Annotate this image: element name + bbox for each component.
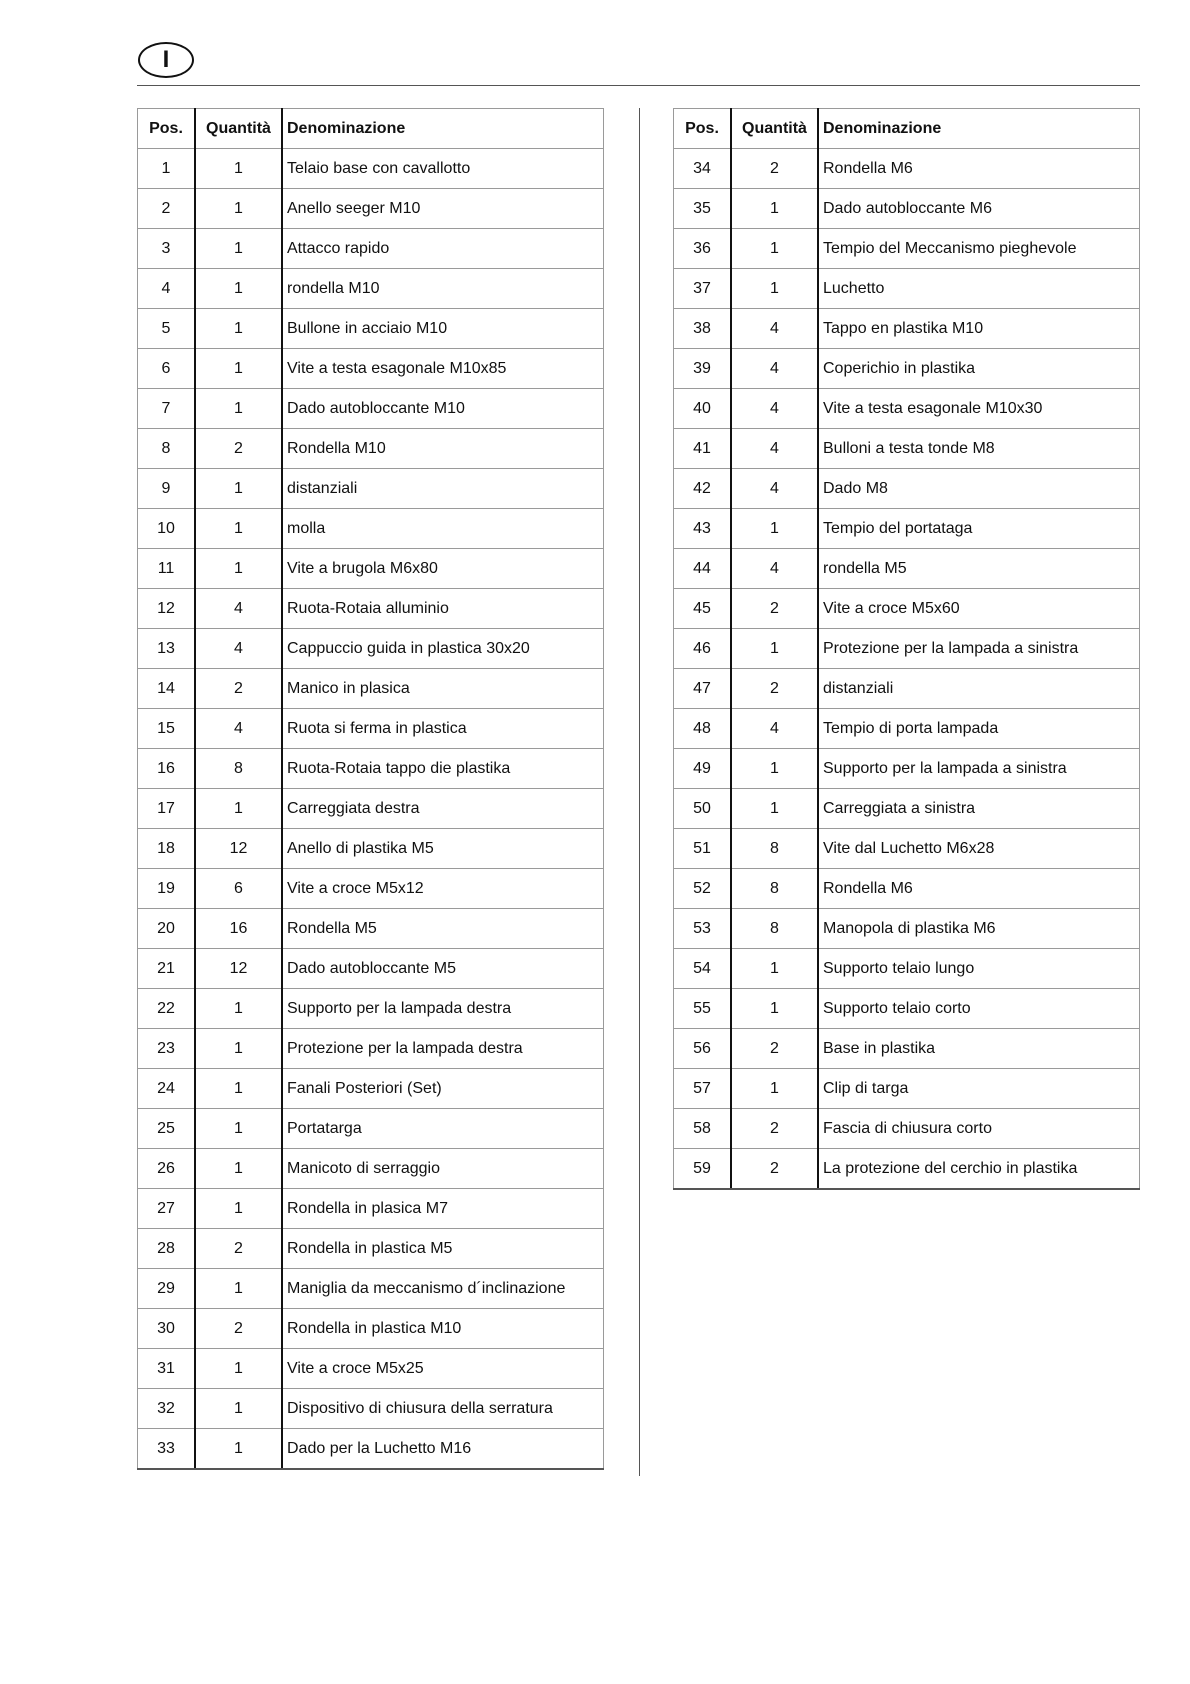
part-pos: 22 (138, 989, 196, 1029)
part-name: Ruota si ferma in plastica (282, 709, 604, 749)
part-name: Luchetto (818, 269, 1140, 309)
part-pos: 54 (674, 949, 732, 989)
part-name: Clip di targa (818, 1069, 1140, 1109)
table-row (138, 189, 604, 229)
part-quantity: 1 (195, 309, 282, 349)
part-name: Dado autobloccante M6 (818, 189, 1140, 229)
part-quantity: 1 (195, 189, 282, 229)
part-quantity: 6 (195, 869, 282, 909)
part-quantity: 12 (195, 949, 282, 989)
part-quantity: 1 (195, 1349, 282, 1389)
header-name: Denominazione (818, 109, 1140, 149)
part-pos: 53 (674, 909, 732, 949)
part-name: Fascia di chiusura corto (818, 1109, 1140, 1149)
header-pos: Pos. (674, 109, 732, 149)
header-pos: Pos. (138, 109, 196, 149)
table-row (138, 149, 604, 189)
part-quantity: 2 (195, 1229, 282, 1269)
part-pos: 40 (674, 389, 732, 429)
part-name: Rondella M6 (818, 149, 1140, 189)
part-pos: 19 (138, 869, 196, 909)
parts-table-right (673, 108, 1140, 1190)
table-row (674, 709, 1140, 749)
part-quantity: 1 (731, 1069, 818, 1109)
header-quantity: Quantità (195, 109, 282, 149)
part-pos: 43 (674, 509, 732, 549)
part-quantity: 1 (731, 749, 818, 789)
table-row (674, 189, 1140, 229)
part-pos: 32 (138, 1389, 196, 1429)
part-quantity: 8 (731, 829, 818, 869)
part-pos: 25 (138, 1109, 196, 1149)
table-row (138, 669, 604, 709)
part-name: Ruota-Rotaia tappo die plastika (282, 749, 604, 789)
table-row (674, 269, 1140, 309)
part-name: Manico in plasica (282, 669, 604, 709)
table-row (138, 589, 604, 629)
table-row (138, 1349, 604, 1389)
table-row (138, 789, 604, 829)
part-pos: 4 (138, 269, 196, 309)
table-row (138, 1109, 604, 1149)
part-pos: 15 (138, 709, 196, 749)
table-row (674, 909, 1140, 949)
table-row (674, 789, 1140, 829)
part-name: Tempio di porta lampada (818, 709, 1140, 749)
part-pos: 57 (674, 1069, 732, 1109)
table-row (138, 1389, 604, 1429)
part-name: Ruota-Rotaia alluminio (282, 589, 604, 629)
part-pos: 20 (138, 909, 196, 949)
part-quantity: 2 (731, 149, 818, 189)
part-name: Portatarga (282, 1109, 604, 1149)
part-pos: 31 (138, 1349, 196, 1389)
part-quantity: 1 (195, 1029, 282, 1069)
header-name: Denominazione (282, 109, 604, 149)
part-pos: 26 (138, 1149, 196, 1189)
part-pos: 24 (138, 1069, 196, 1109)
table-row (674, 349, 1140, 389)
part-name: Telaio base con cavallotto (282, 149, 604, 189)
part-name: Vite a croce M5x60 (818, 589, 1140, 629)
part-name: Protezione per la lampada a sinistra (818, 629, 1140, 669)
part-pos: 37 (674, 269, 732, 309)
part-name: Tappo en plastika M10 (818, 309, 1140, 349)
part-quantity: 2 (195, 669, 282, 709)
part-name: Protezione per la lampada destra (282, 1029, 604, 1069)
part-name: Dado per la Luchetto M16 (282, 1429, 604, 1470)
table-row (138, 829, 604, 869)
part-quantity: 1 (731, 989, 818, 1029)
part-name: Rondella M5 (282, 909, 604, 949)
part-pos: 33 (138, 1429, 196, 1470)
part-pos: 52 (674, 869, 732, 909)
part-pos: 46 (674, 629, 732, 669)
part-name: rondella M5 (818, 549, 1140, 589)
part-quantity: 1 (195, 989, 282, 1029)
header-divider (137, 85, 1140, 86)
part-quantity: 1 (195, 469, 282, 509)
part-pos: 23 (138, 1029, 196, 1069)
part-name: Supporto telaio lungo (818, 949, 1140, 989)
table-row (674, 829, 1140, 869)
part-name: La protezione del cerchio in plastika (818, 1149, 1140, 1190)
part-pos: 30 (138, 1309, 196, 1349)
table-row (138, 869, 604, 909)
part-quantity: 2 (195, 1309, 282, 1349)
part-pos: 28 (138, 1229, 196, 1269)
language-badge: I (138, 42, 194, 78)
part-pos: 38 (674, 309, 732, 349)
part-name: distanziali (818, 669, 1140, 709)
part-name: Fanali Posteriori (Set) (282, 1069, 604, 1109)
part-pos: 5 (138, 309, 196, 349)
part-quantity: 1 (195, 549, 282, 589)
part-quantity: 8 (731, 909, 818, 949)
part-quantity: 1 (195, 269, 282, 309)
part-quantity: 4 (731, 389, 818, 429)
part-pos: 10 (138, 509, 196, 549)
table-row (674, 949, 1140, 989)
table-row (674, 1149, 1140, 1190)
part-name: Vite a testa esagonale M10x30 (818, 389, 1140, 429)
part-quantity: 4 (731, 429, 818, 469)
column-divider (639, 108, 640, 1476)
part-quantity: 4 (731, 349, 818, 389)
part-name: Dado autobloccante M10 (282, 389, 604, 429)
part-quantity: 1 (195, 229, 282, 269)
part-name: Supporto per la lampada a sinistra (818, 749, 1140, 789)
part-quantity: 1 (195, 349, 282, 389)
table-row (674, 549, 1140, 589)
part-pos: 59 (674, 1149, 732, 1190)
part-name: Cappuccio guida in plastica 30x20 (282, 629, 604, 669)
table-row (138, 429, 604, 469)
part-pos: 34 (674, 149, 732, 189)
part-quantity: 1 (731, 269, 818, 309)
part-name: Dado autobloccante M5 (282, 949, 604, 989)
table-row (674, 1069, 1140, 1109)
table-row (138, 1149, 604, 1189)
table-row (674, 309, 1140, 349)
table-row (674, 149, 1140, 189)
part-name: Dado M8 (818, 469, 1140, 509)
part-quantity: 1 (195, 149, 282, 189)
part-quantity: 1 (195, 1069, 282, 1109)
part-quantity: 16 (195, 909, 282, 949)
table-row (674, 869, 1140, 909)
part-pos: 44 (674, 549, 732, 589)
part-name: Rondella in plastica M10 (282, 1309, 604, 1349)
table-row (674, 1109, 1140, 1149)
table-row (138, 1269, 604, 1309)
part-pos: 49 (674, 749, 732, 789)
part-name: Tempio del portataga (818, 509, 1140, 549)
table-row (138, 1189, 604, 1229)
table-row (674, 749, 1140, 789)
part-quantity: 1 (195, 1189, 282, 1229)
part-pos: 41 (674, 429, 732, 469)
part-name: Vite a testa esagonale M10x85 (282, 349, 604, 389)
part-quantity: 4 (731, 309, 818, 349)
part-name: rondella M10 (282, 269, 604, 309)
part-pos: 42 (674, 469, 732, 509)
part-pos: 12 (138, 589, 196, 629)
part-quantity: 1 (195, 1109, 282, 1149)
part-name: Vite dal Luchetto M6x28 (818, 829, 1140, 869)
table-row (138, 949, 604, 989)
part-quantity: 8 (731, 869, 818, 909)
table-row (674, 429, 1140, 469)
part-name: distanziali (282, 469, 604, 509)
part-quantity: 4 (731, 549, 818, 589)
part-name: Attacco rapido (282, 229, 604, 269)
part-name: Dispositivo di chiusura della serratura (282, 1389, 604, 1429)
part-quantity: 4 (731, 709, 818, 749)
part-quantity: 2 (731, 589, 818, 629)
part-quantity: 1 (195, 789, 282, 829)
part-pos: 47 (674, 669, 732, 709)
table-header-row (138, 109, 604, 149)
part-quantity: 1 (731, 949, 818, 989)
part-pos: 1 (138, 149, 196, 189)
part-pos: 18 (138, 829, 196, 869)
table-row (674, 469, 1140, 509)
part-pos: 6 (138, 349, 196, 389)
table-row (138, 709, 604, 749)
part-name: Rondella in plastica M5 (282, 1229, 604, 1269)
parts-table-left (137, 108, 604, 1470)
table-row (138, 349, 604, 389)
table-row (674, 629, 1140, 669)
table-row (674, 669, 1140, 709)
part-pos: 7 (138, 389, 196, 429)
part-quantity: 1 (731, 509, 818, 549)
part-quantity: 2 (731, 1029, 818, 1069)
table-row (674, 1029, 1140, 1069)
table-row (138, 1429, 604, 1470)
table-row (138, 909, 604, 949)
table-row (138, 549, 604, 589)
part-quantity: 12 (195, 829, 282, 869)
part-name: Rondella M10 (282, 429, 604, 469)
part-pos: 56 (674, 1029, 732, 1069)
table-row (138, 309, 604, 349)
part-quantity: 1 (731, 229, 818, 269)
table-row (138, 469, 604, 509)
part-quantity: 1 (731, 629, 818, 669)
part-quantity: 1 (195, 389, 282, 429)
part-pos: 27 (138, 1189, 196, 1229)
part-name: Bullone in acciaio M10 (282, 309, 604, 349)
part-quantity: 2 (195, 429, 282, 469)
part-pos: 11 (138, 549, 196, 589)
part-pos: 13 (138, 629, 196, 669)
part-name: Rondella in plasica M7 (282, 1189, 604, 1229)
part-pos: 16 (138, 749, 196, 789)
part-pos: 17 (138, 789, 196, 829)
table-row (138, 509, 604, 549)
part-quantity: 4 (195, 709, 282, 749)
part-quantity: 1 (195, 509, 282, 549)
part-name: molla (282, 509, 604, 549)
part-quantity: 1 (195, 1149, 282, 1189)
part-pos: 35 (674, 189, 732, 229)
table-row (138, 1309, 604, 1349)
table-row (674, 389, 1140, 429)
table-row (138, 749, 604, 789)
part-pos: 58 (674, 1109, 732, 1149)
table-row (674, 589, 1140, 629)
part-name: Vite a croce M5x25 (282, 1349, 604, 1389)
part-pos: 55 (674, 989, 732, 1029)
table-row (138, 1229, 604, 1269)
part-name: Maniglia da meccanismo d´inclinazione (282, 1269, 604, 1309)
part-pos: 2 (138, 189, 196, 229)
part-name: Base in plastika (818, 1029, 1140, 1069)
part-quantity: 2 (731, 1109, 818, 1149)
part-quantity: 1 (195, 1389, 282, 1429)
header-quantity: Quantità (731, 109, 818, 149)
part-quantity: 1 (195, 1429, 282, 1470)
table-row (138, 1029, 604, 1069)
part-pos: 50 (674, 789, 732, 829)
part-name: Supporto telaio corto (818, 989, 1140, 1029)
part-name: Anello di plastika M5 (282, 829, 604, 869)
part-quantity: 4 (195, 589, 282, 629)
table-row (674, 229, 1140, 269)
table-row (674, 509, 1140, 549)
part-name: Rondella M6 (818, 869, 1140, 909)
part-pos: 45 (674, 589, 732, 629)
part-pos: 14 (138, 669, 196, 709)
part-name: Tempio del Meccanismo pieghevole (818, 229, 1140, 269)
part-quantity: 8 (195, 749, 282, 789)
table-row (138, 1069, 604, 1109)
part-name: Vite a croce M5x12 (282, 869, 604, 909)
table-row (674, 989, 1140, 1029)
table-row (138, 389, 604, 429)
part-pos: 39 (674, 349, 732, 389)
part-quantity: 4 (195, 629, 282, 669)
part-name: Supporto per la lampada destra (282, 989, 604, 1029)
part-quantity: 1 (731, 789, 818, 829)
part-pos: 48 (674, 709, 732, 749)
part-quantity: 2 (731, 669, 818, 709)
part-pos: 29 (138, 1269, 196, 1309)
part-name: Manopola di plastika M6 (818, 909, 1140, 949)
part-name: Bulloni a testa tonde M8 (818, 429, 1140, 469)
part-pos: 8 (138, 429, 196, 469)
part-name: Coperichio in plastika (818, 349, 1140, 389)
table-header-row (674, 109, 1140, 149)
part-pos: 9 (138, 469, 196, 509)
table-row (138, 229, 604, 269)
part-quantity: 4 (731, 469, 818, 509)
table-row (138, 989, 604, 1029)
part-name: Carreggiata a sinistra (818, 789, 1140, 829)
part-name: Anello seeger M10 (282, 189, 604, 229)
part-pos: 36 (674, 229, 732, 269)
part-quantity: 2 (731, 1149, 818, 1190)
part-quantity: 1 (731, 189, 818, 229)
part-quantity: 1 (195, 1269, 282, 1309)
part-pos: 51 (674, 829, 732, 869)
part-name: Vite a brugola M6x80 (282, 549, 604, 589)
part-name: Carreggiata destra (282, 789, 604, 829)
table-row (138, 629, 604, 669)
part-pos: 21 (138, 949, 196, 989)
table-row (138, 269, 604, 309)
part-name: Manicoto di serraggio (282, 1149, 604, 1189)
part-pos: 3 (138, 229, 196, 269)
